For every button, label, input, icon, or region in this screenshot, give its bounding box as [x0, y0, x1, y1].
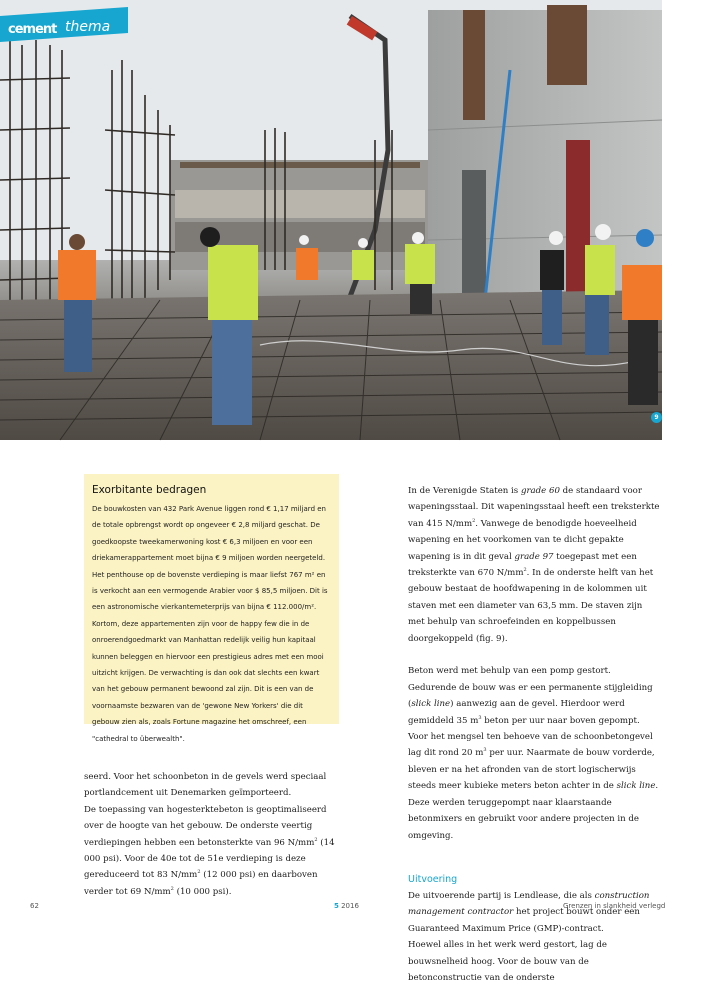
right-paragraph-4: Hoewel alles in het werk werd gestort, lag de bouwsnelheid hoog. Voor de bouw van de betonconstructie van de onderste [408, 940, 607, 983]
cement-logo: cement [8, 22, 57, 37]
section-label: thema [65, 19, 111, 35]
subhead-uitvoering: Uitvoering [408, 873, 458, 885]
right-paragraph-2: Beton werd met behulp van een pomp gestort. Gedurende de bouw was er een permanente stijgleiding (slick line) aanwezig aan de gevel. Hierdoor werd gemiddeld 35 $m^3$ beton per uur naar boven gepompt. Voor het mengsel ten behoeve van de schoonbetongevel lag dit rond 20 $m^3$ per uur. Naarmate de bouw vorderde, bleven er na het afronden van de stort logischerwijs steeds meer kubieke meters beton achter in de slick line. Deze werden teruggepompt naar klaarstaande betonmixers en gebruikt voor andere projecten in de omgeving. [408, 666, 659, 841]
construction-photo [0, 0, 662, 440]
right-paragraph-3: De uitvoerende partij is Lendlease, die als construction management contractor het project bouwt onder een Guaranteed Maximum Price (GMP)-contract. [408, 890, 650, 934]
left-paragraph-1: seerd. Voor het schoonbeton in de gevels werd speciaal portlandcement uit Denemarken geïmporteerd. [84, 772, 327, 799]
figure-number-badge: 9 [651, 412, 662, 423]
construction-site-illustration [0, 0, 662, 440]
right-column [408, 483, 661, 986]
page-number: 62 [30, 902, 39, 910]
issue-label: 5 2016 [334, 902, 359, 910]
sidebar-body: De bouwkosten van 432 Park Avenue liggen rond € 1,17 miljard en de totale opbrengst wordt op ongeveer € 2,8 miljard geschat. De goedkoopste tweekamerwoning kost € 6,3 miljoen en voor een driekamerappartement moet bijna € 9 miljoen worden neergeteld. Het penthouse op de bovenste verdieping is maar liefst 767 m² en is verkocht aan een vermogende Arabier voor $ 85,5 miljoen. Dit is een astronomische vierkantemeterprijs van bijna € 112.000/m². Kortom, deze appartementen zijn voor de happy few die in de onroerendgoedmarkt van Manhattan redelijk veilig hun kapitaal kunnen beleggen en hiervoor een prestigieus adres met een mooi uitzicht krijgen. De verwachting is dan ook dat slechts een kwart van het gebouw permanent bewoond zal zijn. Dit is een van de voornaamste bezwaren van de 'gewone New Yorkers' die dit gebouw zien als, zoals Fortune magazine het omschreef, een "cathedral to überwealth". [92, 505, 328, 743]
right-paragraph-1: In de Verenigde Staten is grade 60 de standaard voor wapeningsstaal. Dit wapeningsstaal heeft een treksterkte van 415 $N/mm^2$. Vanwege de benodigde hoeveelheid wapening en het voorkomen van te dicht gepakte wapening is in dit geval grade 97 toegepast met een treksterkte van 670 $N/mm^2$. In de onderste helft van het gebouw bestaat de hoofdwapening in de kolommen uit staven met een diameter van 63,5 mm. De staven zijn met behulp van schroefeinden en koppelbussen doorgekoppeld (fig. 9). [408, 486, 660, 644]
left-paragraph-2: De toepassing van hogesterktebeton is geoptimaliseerd over de hoogte van het gebouw. De onderste veertig verdiepingen hebben een betonsterkte van 96 $N/mm^2$ (14 000 psi). Voor de 40e tot de 51e verdieping is deze gereduceerd tot 83 $N/mm^2$ (12 000 psi) en daarboven verder tot 69 $N/mm^2$ (10 000 psi). [84, 804, 335, 897]
running-title: Grenzen in slankheid verlegd [563, 902, 666, 910]
left-column [84, 769, 340, 900]
section-tag [0, 16, 128, 42]
sidebar-box [84, 474, 339, 743]
sidebar-title: Exorbitante bedragen [92, 484, 207, 496]
